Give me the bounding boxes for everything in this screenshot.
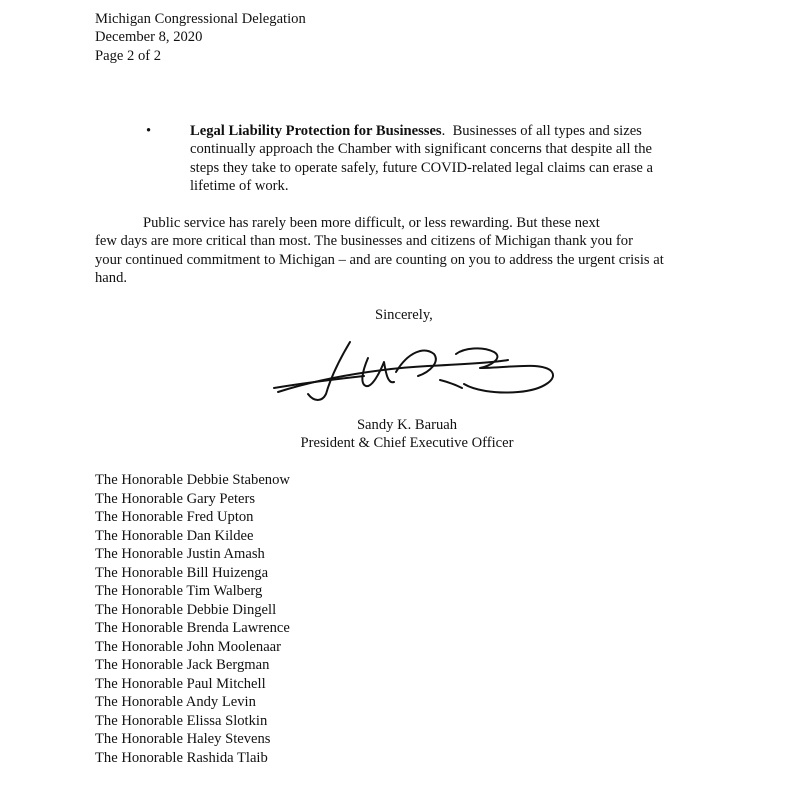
recipient-line: Michigan Congressional Delegation	[95, 11, 306, 27]
letter-header	[95, 10, 306, 65]
page-number: Page 2 of 2	[95, 47, 162, 64]
paragraph-line: hand.	[95, 270, 128, 287]
list-item: The Honorable Brenda Lawrence	[95, 620, 290, 636]
bullet-text	[190, 122, 710, 196]
paragraph-line: few days are more critical than most. The businesses and citizens of Michigan thank you for	[95, 233, 633, 250]
list-item: The Honorable Jack Bergman	[95, 657, 270, 673]
list-item: The Honorable Dan Kildee	[95, 527, 254, 544]
bullet-line-text: steps they take to operate safely, future COVID-related legal claims can erase a	[190, 159, 654, 176]
bullet-heading: Legal Liability Protection for Businesses	[190, 123, 442, 139]
bullet-line-text: lifetime of work.	[190, 178, 289, 195]
handwritten-signature	[268, 332, 558, 410]
paragraph-line: your continued commitment to Michigan – and are counting on you to address the urgent crisis at	[95, 251, 664, 268]
signer-block	[290, 416, 524, 453]
list-item: The Honorable Rashida Tlaib	[95, 749, 268, 766]
bullet-heading-period: .	[441, 123, 446, 139]
bullet-line-text: Businesses of all types and sizes	[452, 123, 642, 139]
closing-paragraph	[95, 214, 735, 288]
list-item: The Honorable Haley Stevens	[95, 731, 271, 747]
closing-salutation: Sincerely,	[375, 307, 433, 323]
list-item: The Honorable Debbie Dingell	[95, 601, 277, 618]
list-item: The Honorable Gary Peters	[95, 490, 256, 507]
list-item: The Honorable Paul Mitchell	[95, 675, 266, 692]
list-item: The Honorable Debbie Stabenow	[95, 472, 290, 488]
signer-title: President & Chief Executive Officer	[300, 435, 514, 452]
date-line: December 8, 2020	[95, 29, 203, 46]
list-item: The Honorable Fred Upton	[95, 509, 254, 525]
recipient-list	[95, 471, 290, 767]
paragraph-line: Public service has rarely been more difficult, or less rewarding. But these next	[143, 215, 600, 231]
signer-name: Sandy K. Baruah	[356, 417, 458, 433]
list-item: The Honorable Andy Levin	[95, 694, 256, 710]
list-item: The Honorable Tim Walberg	[95, 583, 263, 599]
list-item: The Honorable Elissa Slotkin	[95, 712, 268, 729]
bullet-line-1	[190, 122, 710, 140]
list-item: The Honorable John Moolenaar	[95, 638, 282, 655]
list-item: The Honorable Justin Amash	[95, 546, 265, 562]
bullet-line-text: continually approach the Chamber with significant concerns that despite all the	[190, 141, 652, 158]
list-item: The Honorable Bill Huizenga	[95, 564, 269, 581]
bullet-marker: •	[146, 123, 152, 139]
